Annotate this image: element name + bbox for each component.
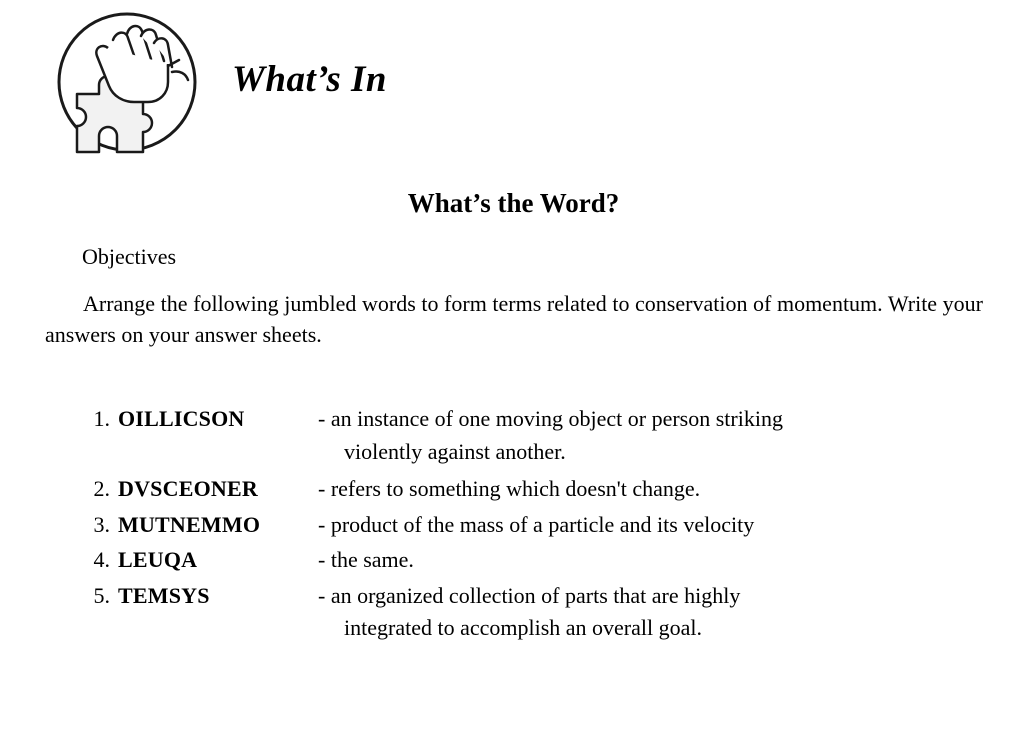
hand-puzzle-piece-icon [55,10,200,155]
instructions-text: Arrange the following jumbled words to form terms related to conservation of momentum. Write your answers on your answer sheets. [45,291,983,348]
list-item-definition-line1: - an instance of one moving object or person striking [318,406,783,431]
list-item-term: TEMSYS [118,582,210,608]
list-item-number: 4. [93,547,110,572]
page-title: What’s In [232,59,387,100]
objectives-label: Objectives [82,244,177,269]
list-item-definition [318,582,1010,642]
list-item [80,405,1010,465]
list-item-number: 3. [93,511,110,537]
jumbled-word-list [80,405,1010,650]
list-item-definition: - product of the mass of a particle and its velocity [318,511,755,537]
list-item-definition-line1: - an organized collection of parts that are highly [318,582,741,608]
list-item-term: OILLICSON [118,406,245,431]
list-item [80,475,1010,503]
list-item [80,511,1010,539]
list-item-term: DVSCEONER [118,476,258,501]
list-item-term: MUTNEMMO [118,511,261,537]
list-item-number: 1. [93,406,110,431]
list-item-number: 5. [93,582,110,608]
list-item [80,546,1010,574]
page-header [0,0,1027,165]
list-item-definition: - the same. [318,547,414,572]
list-item-definition-line2: integrated to accomplish an overall goal. [344,615,702,640]
list-item-definition: - refers to something which doesn't change. [318,476,701,501]
list-item-definition-line2: violently against another. [344,438,566,464]
list-item-number: 2. [93,476,110,501]
section-heading: What’s the Word? [407,188,620,218]
list-item-term: LEUQA [118,547,198,572]
list-item-definition [318,405,1010,465]
list-item [80,582,1010,642]
